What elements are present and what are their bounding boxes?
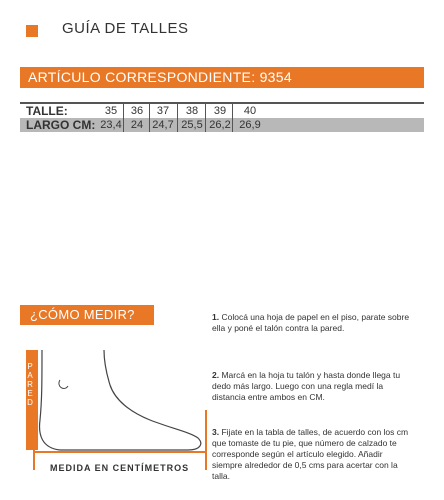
step-1 [212, 312, 412, 334]
cell-divider [149, 104, 150, 118]
size-table [20, 102, 424, 132]
length-row-label: LARGO CM: [26, 118, 96, 132]
cell-divider [123, 104, 124, 118]
size-row [20, 102, 424, 118]
cell-divider [123, 118, 124, 132]
wall-label [24, 362, 36, 407]
cell-divider [232, 118, 233, 132]
cell-divider [205, 118, 206, 132]
step-3 [212, 427, 412, 482]
step-number: 2. [212, 370, 220, 380]
size-cell: 35 [104, 105, 118, 117]
length-cell: 25,5 [181, 119, 203, 131]
step-2 [212, 370, 412, 403]
size-row-label: TALLE: [26, 104, 68, 118]
length-cell: 24,7 [152, 119, 174, 131]
wall-letter: E [27, 389, 33, 398]
measure-label: MEDIDA EN CENTÍMETROS [50, 463, 190, 473]
step-text: Fijate en la tabla de talles, de acuerdo con los cm que tomaste de tu pie, que número de calzado te corresponde según el artículo elegido. Añadir siempre alrededor de 0,5 cms para acertar con la talla. [212, 427, 409, 481]
step-number: 3. [212, 427, 220, 437]
step-text: Marcá en la hoja tu talón y hasta donde llega tu dedo más largo. Luego con una regla medí la distancia entre ambos en CM. [212, 370, 401, 402]
page-title: GUÍA DE TALLES [62, 20, 189, 37]
length-cell: 26,2 [209, 119, 231, 131]
cell-divider [205, 104, 206, 118]
article-banner [20, 67, 424, 88]
how-to-measure-banner [20, 305, 154, 325]
size-cell: 36 [130, 105, 144, 117]
step-number: 1. [212, 312, 220, 322]
cell-divider [177, 118, 178, 132]
step-text: Colocá una hoja de papel en el piso, parate sobre ella y poné el talón contra la pared. [212, 312, 410, 333]
cell-divider [177, 104, 178, 118]
wall-letter: A [27, 371, 33, 380]
foot-outline [40, 350, 201, 450]
size-cell: 38 [185, 105, 199, 117]
length-row [20, 118, 424, 132]
how-to-measure-title: ¿CÓMO MEDIR? [30, 307, 135, 322]
foot-diagram [20, 340, 210, 475]
size-cell: 39 [213, 105, 227, 117]
wall-letter: D [27, 398, 33, 407]
size-cell: 40 [243, 105, 257, 117]
size-cell: 37 [156, 105, 170, 117]
article-label: ARTÍCULO CORRESPONDIENTE: 9354 [28, 69, 292, 85]
length-cell: 26,9 [239, 119, 261, 131]
wall-letter: P [27, 362, 33, 371]
length-cell: 23,4 [100, 119, 122, 131]
cell-divider [232, 104, 233, 118]
cell-divider [149, 118, 150, 132]
ankle-line [59, 380, 68, 388]
length-cell: 24 [130, 119, 144, 131]
header-square-icon [26, 25, 38, 37]
wall-letter: R [27, 380, 33, 389]
